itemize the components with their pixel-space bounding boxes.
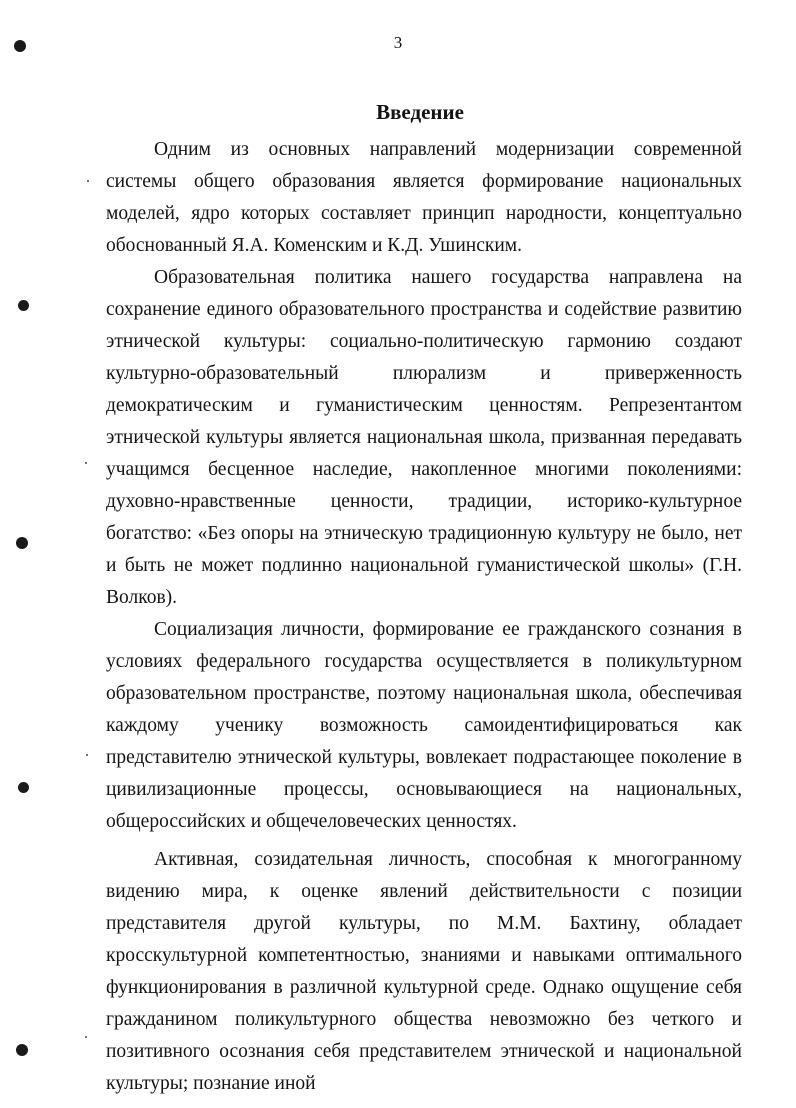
binding-hole-mark [16, 1044, 28, 1056]
page-number: 3 [393, 33, 403, 52]
paragraph: Одним из основных направлений модернизации современной системы общего образования является формирование национальных моделей, ядро которых составляет принцип народности, концептуально обоснованный Я.А. Коменским и К.Д. Ушинским. [106, 139, 742, 256]
binding-hole-mark [18, 300, 29, 311]
paragraph: Социализация личности, формирование ее гражданского сознания в условиях федерального государства осуществляется в поликультурном образовательном пространстве, поэтому национальная школа, обеспечивая каждому ученику возможность самоидентифицироваться как представителю этнической культуры, вовлекает подрастающее поколение в цивилизационные процессы, основывающиеся на национальных, общероссийских и общечеловеческих ценностях. [106, 619, 742, 832]
page-title: Введение [376, 100, 464, 124]
paragraph: Образовательная политика нашего государства направлена на сохранение единого образовательного пространства и содействие развитию этнической культуры: социально-политическую гармонию создают культурно-образовательный плюрализм и приверженность демократическим и гуманистическим ценностям. Репрезентантом этнической культуры является национальная школа, призванная передавать учащимся бесценное наследие, накопленное многими поколениями: духовно-нравственные ценности, традиции, историко-культурное богатство: «Без опоры на этническую традиционную культуру не было, нет и быть не может подлинно национальной гуманистической школы» (Г.Н. Волков). [106, 267, 742, 608]
scan-speck [87, 180, 89, 182]
body-text [106, 134, 742, 1100]
scan-speck [85, 1036, 87, 1038]
binding-hole-mark [16, 537, 28, 549]
scan-speck [85, 462, 87, 464]
binding-hole-mark [18, 782, 29, 793]
paragraph: Активная, созидательная личность, способная к многогранному видению мира, к оценке явлений действительности с позиции представителя другой культуры, по М.М. Бахтину, обладает кросскультурной компетентностью, знаниями и навыками оптимального функционирования в различной культурной среде. Однако ощущение себя гражданином поликультурного общества невозможно без четкого и позитивного осознания себя представителем этнической и национальной культуры; познание иной [106, 849, 742, 1094]
scan-speck [86, 754, 88, 756]
